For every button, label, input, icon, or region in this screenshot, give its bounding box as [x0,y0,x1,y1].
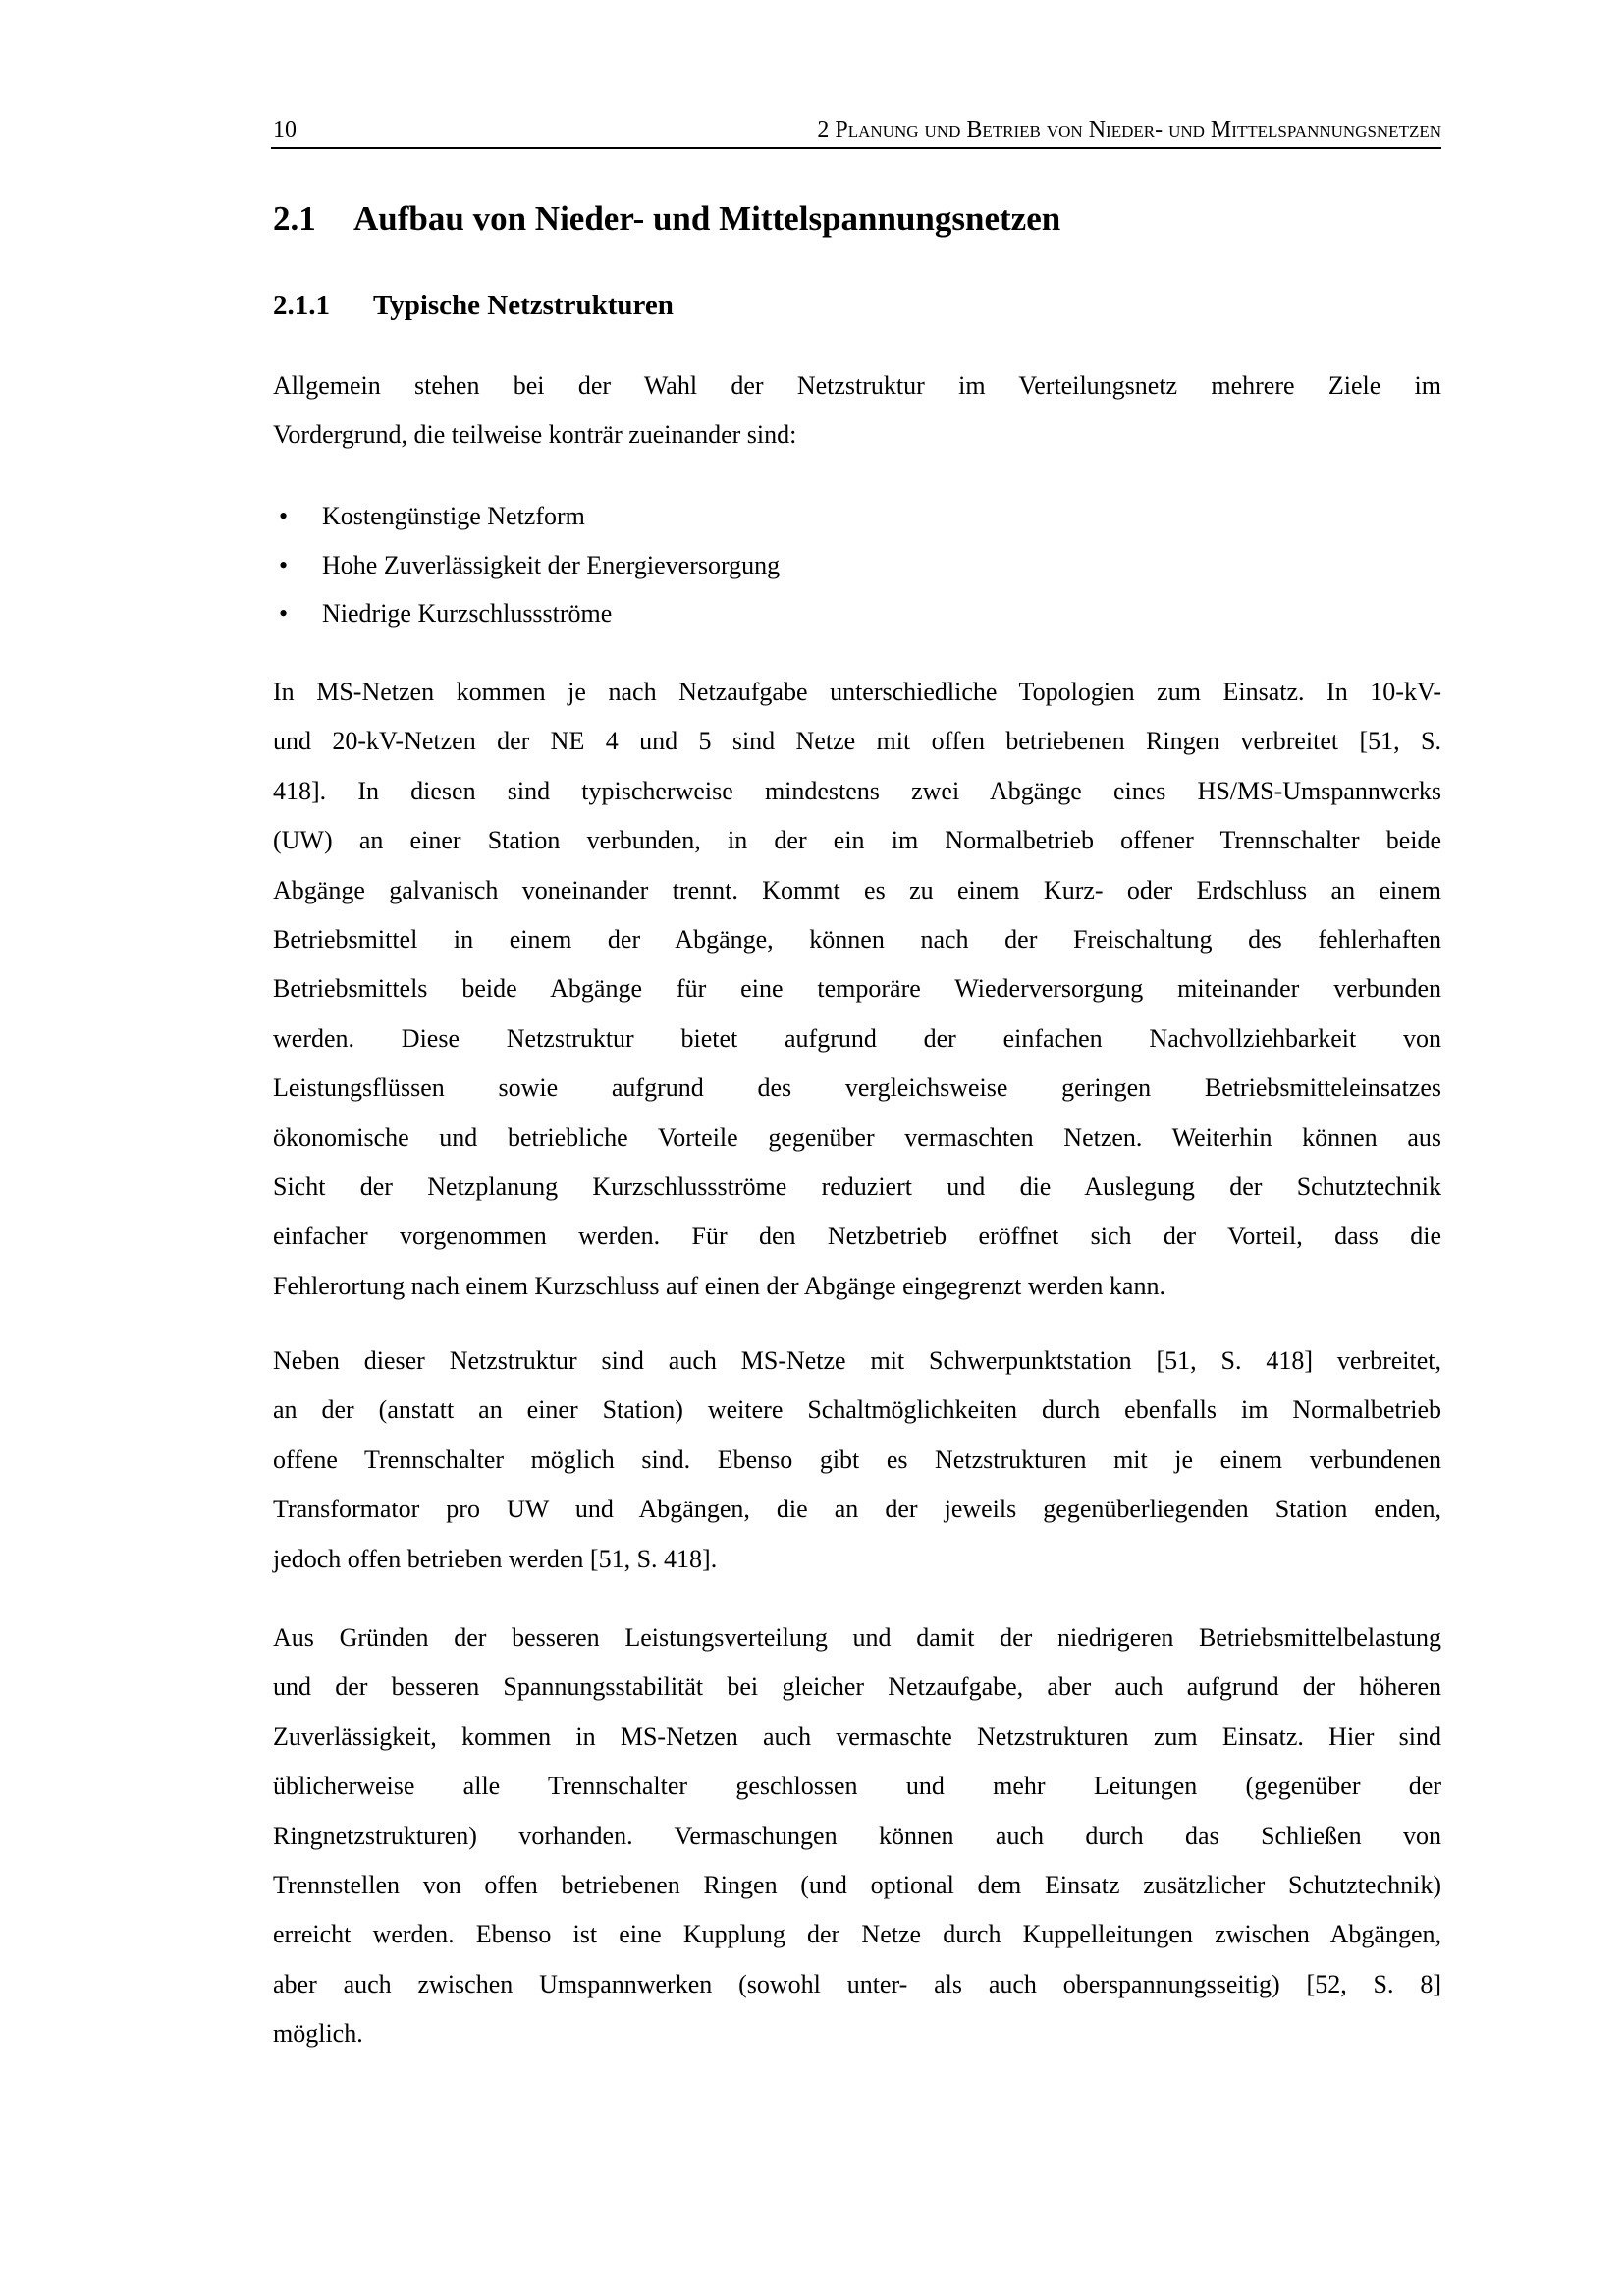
bullet-item [273,492,1441,541]
text-line: Fehlerortung nach einem Kurzschluss auf einen der Abgänge eingegrenzt werden kann. [273,1271,1165,1300]
bullet-icon: • [279,550,289,579]
text-line: Betriebsmittel in einem der Abgänge, können nach der Freischaltung des fehlerhaften [273,924,1441,954]
paragraph-meshed-networks [273,1613,1441,2059]
paragraph-intro [273,361,1441,461]
bullet-text: Kostengünstige Netzform [322,502,585,530]
text-line: Zuverlässigkeit, kommen in MS-Netzen auch vermaschte Netzstrukturen zum Einsatz. Hier sind [273,1722,1441,1751]
section-heading [273,196,1060,242]
text-line: Ringnetzstrukturen) vorhanden. Vermaschungen können auch durch das Schließen von [273,1821,1441,1850]
header-rule [271,147,1441,149]
bullet-icon: • [279,502,289,530]
text-line: üblicherweise alle Trennschalter geschlossen und mehr Leitungen (gegenüber der [273,1772,1441,1801]
text-line: Aus Gründen der besseren Leistungsverteilung und damit der niedrigeren Betriebsmittelbelastung [273,1623,1441,1652]
subsection-title: Typische Netzstrukturen [373,290,674,321]
running-head: 2 Planung und Betrieb von Nieder- und Mittelspannungsnetzen [817,117,1441,142]
section-number: 2.1 [273,199,316,238]
text-line: jedoch offen betrieben werden [51, S. 418]. [273,1544,718,1573]
subsection-number: 2.1.1 [273,290,330,321]
text-line: offene Trennschalter möglich sind. Ebenso gibt es Netzstrukturen mit je einem verbundenen [273,1445,1441,1474]
bullet-item [273,541,1441,590]
text-line: Abgänge galvanisch voneinander trennt. Kommt es zu einem Kurz- oder Erdschluss an einem [273,875,1441,904]
bullet-list [273,492,1441,638]
text-line: In MS-Netzen kommen je nach Netzaufgabe unterschiedliche Topologien zum Einsatz. In 10-kV- [273,678,1441,706]
text-line: aber auch zwischen Umspannwerken (sowohl unter- als auch oberspannungsseitig) [52, S. 8] [273,1969,1441,1998]
paragraph-center-station [273,1337,1441,1584]
text-line: möglich. [273,2019,363,2049]
text-line: Allgemein stehen bei der Wahl der Netzstruktur im Verteilungsnetz mehrere Ziele im [273,371,1441,400]
subsection-heading [273,287,674,324]
text-line: Transformator pro UW und Abgängen, die an der jeweils gegenüberliegenden Station enden, [273,1495,1441,1524]
text-line: (UW) an einer Station verbunden, in der ein im Normalbetrieb offener Trennschalter beide [273,826,1441,855]
text-line: einfacher vorgenommen werden. Für den Netzbetrieb eröffnet sich der Vorteil, dass die [273,1222,1441,1251]
paragraph-ring-networks [273,668,1441,1311]
text-line: erreicht werden. Ebenso ist eine Kupplung der Netze durch Kuppelleitungen zwischen Abgängen, [273,1920,1441,1949]
text-line: Neben dieser Netzstruktur sind auch MS-Netze mit Schwerpunktstation [51, S. 418] verbreitet, [273,1346,1441,1375]
text-line: werden. Diese Netzstruktur bietet aufgrund der einfachen Nachvollziehbarkeit von [273,1023,1441,1053]
text-line: Betriebsmittels beide Abgänge für eine temporäre Wiederversorgung miteinander verbunden [273,974,1441,1004]
page-number: 10 [273,117,297,142]
text-line: und der besseren Spannungsstabilität bei gleicher Netzaufgabe, aber auch aufgrund der höheren [273,1672,1441,1702]
bullet-item [273,589,1441,638]
text-line: Sicht der Netzplanung Kurzschlussströme reduziert und die Auslegung der Schutztechnik [273,1172,1441,1201]
text-line: Leistungsflüssen sowie aufgrund des vergleichsweise geringen Betriebsmitteleinsatzes [273,1073,1441,1103]
section-title: Aufbau von Nieder- und Mittelspannungsnetzen [353,199,1061,238]
text-line: Trennstellen von offen betriebenen Ringen (und optional dem Einsatz zusätzlicher Schutztechnik) [273,1870,1441,1899]
text-line: und 20-kV-Netzen der NE 4 und 5 sind Netze mit offen betriebenen Ringen verbreitet [51, S. [273,727,1441,756]
text-line: ökonomische und betriebliche Vorteile gegenüber vermaschten Netzen. Weiterhin können aus [273,1122,1441,1152]
bullet-icon: • [279,599,289,628]
text-line: an der (anstatt an einer Station) weitere Schaltmöglichkeiten durch ebenfalls im Normalbetrieb [273,1395,1441,1425]
text-line: 418]. In diesen sind typischerweise mindestens zwei Abgänge eines HS/MS-Umspannwerks [273,776,1441,805]
bullet-text: Niedrige Kurzschlussströme [322,599,613,628]
bullet-text: Hohe Zuverlässigkeit der Energieversorgung [322,550,781,579]
text-line: Vordergrund, die teilweise konträr zueinander sind: [273,420,797,450]
